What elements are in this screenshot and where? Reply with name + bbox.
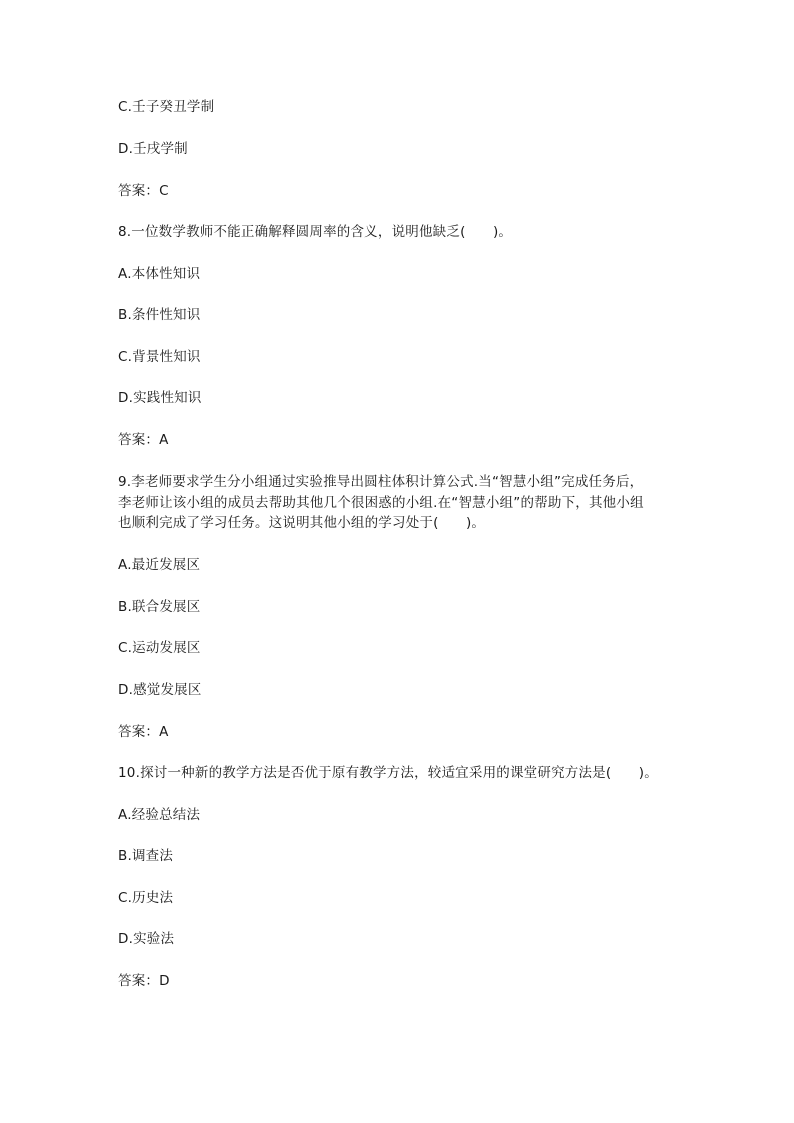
q10-option-a: A.经验总结法: [118, 807, 201, 823]
q9-stem-line: 李老师让该小组的成员去帮助其他几个很困惑的小组.在“智慧小组”的帮助下，其他小组: [118, 494, 644, 511]
q9-stem-line: 9.李老师要求学生分小组通过实验推导出圆柱体积计算公式.当“智慧小组”完成任务后，: [118, 474, 644, 490]
q9-option-d: D.感觉发展区: [118, 682, 202, 698]
q10-stem: 10.探讨一种新的教学方法是否优于原有教学方法，较适宜采用的课堂研究方法是( )。: [118, 765, 658, 781]
q10-option-c: C.历史法: [118, 890, 174, 906]
q9-stem: [118, 472, 688, 534]
q10-option-d: D.实验法: [118, 931, 175, 947]
q9-option-a: A.最近发展区: [118, 557, 201, 573]
q9-answer: 答案：A: [118, 724, 169, 740]
q10-answer: 答案：D: [118, 973, 170, 989]
q10-option-b: B.调查法: [118, 848, 174, 864]
q7-answer: 答案：C: [118, 183, 169, 199]
q9-option-c: C.运动发展区: [118, 640, 201, 656]
q8-stem: 8.一位数学教师不能正确解释圆周率的含义，说明他缺乏( )。: [118, 224, 513, 240]
q7-option-c: C.壬子癸丑学制: [118, 99, 215, 115]
q9-stem-line: 也顺利完成了学习任务。这说明其他小组的学习处于( )。: [118, 515, 486, 531]
q8-answer: 答案：A: [118, 432, 169, 448]
q8-option-b: B.条件性知识: [118, 307, 201, 323]
q8-option-a: A.本体性知识: [118, 266, 201, 282]
q8-option-c: C.背景性知识: [118, 349, 201, 365]
q8-option-d: D.实践性知识: [118, 390, 202, 406]
q7-option-d: D.壬戌学制: [118, 141, 188, 157]
q9-option-b: B.联合发展区: [118, 599, 201, 615]
